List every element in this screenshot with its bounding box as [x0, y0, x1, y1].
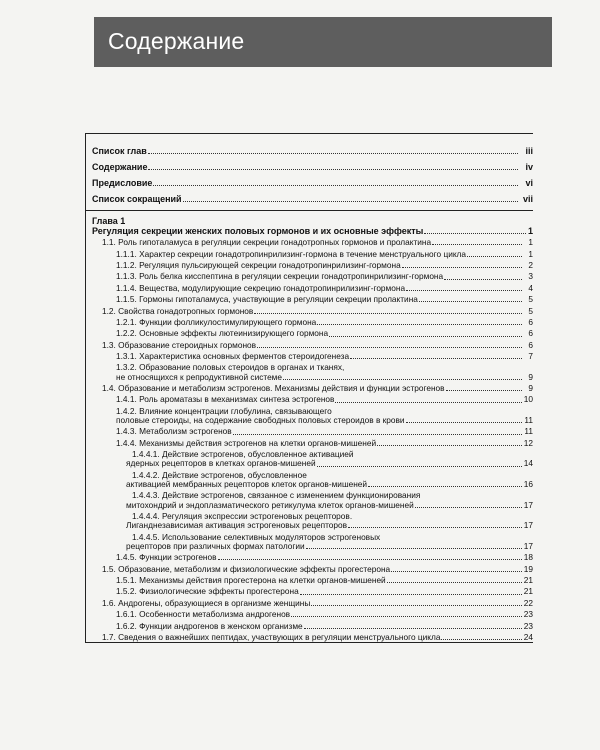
toc-entry[interactable] [86, 633, 533, 642]
toc-entry[interactable] [86, 587, 533, 596]
toc-entry-page: 1 [528, 248, 533, 259]
toc-entry-title: 1.3. Образование стероидных гормонов [102, 339, 257, 350]
toc-entry[interactable] [86, 407, 533, 425]
dot-leader [317, 466, 522, 467]
dot-leader [306, 548, 522, 549]
toc-entry-title: 1.2.2. Основные эффекты лютеинизирующего гормона [116, 328, 329, 339]
chapter-label: Глава 1 [92, 216, 126, 226]
toc-entry-title: 1.1.4. Вещества, модулирующие секрецию гонадотропинрилизинг-гормона [116, 282, 406, 293]
toc-entry-title: 1.4. Образование и метаболизм эстрогенов. Механизмы действия и функции эстрогенов [102, 383, 445, 394]
toc-entry-page: 21 [523, 586, 533, 597]
toc-entry[interactable] [86, 363, 533, 381]
toc-entry-title: ядерных рецепторов в клетках органов-мишеней [126, 458, 316, 469]
toc-entry-title: 1.5. Образование, метаболизм и физиологические эффекты прогестерона [102, 563, 391, 574]
toc-entry-page: 10 [523, 394, 533, 405]
dot-leader [446, 390, 522, 391]
toc-entry[interactable] [86, 471, 533, 489]
dot-leader [391, 571, 522, 572]
page-title: Содержание [108, 28, 245, 54]
dot-leader [350, 358, 522, 359]
toc-entry-title: 1.4.4.5. Использование селективных модуляторов эстрогеновых [132, 531, 381, 542]
toc-entry[interactable] [86, 491, 533, 509]
toc-entry[interactable] [86, 395, 533, 404]
dot-leader [402, 267, 522, 268]
toc-entry[interactable] [86, 295, 533, 304]
toc-entry-title: 1.2. Свойства гонадотропных гормонов [102, 305, 254, 316]
toc-entry-page: 17 [523, 520, 533, 531]
toc-entry-title: рецепторов при различных формах патологии [126, 540, 305, 551]
toc-entry[interactable] [86, 565, 533, 574]
toc-entry-title: 1.3.1. Характеристика основных ферментов стероидогенеза [116, 351, 350, 362]
toc-entry-title: не относящихся к репродуктивной системе [116, 371, 282, 382]
dot-leader [335, 402, 522, 403]
toc-entry-title: 1.1.2. Регуляция пульсирующей секреции гонадотропинрилизинг-гормона [116, 259, 401, 270]
toc-entry-title: 1.6.2. Функции андрогенов в женском организме [116, 620, 303, 631]
dot-leader [415, 507, 522, 508]
dot-leader [218, 559, 522, 560]
dot-leader [304, 628, 522, 629]
front-matter-list [86, 138, 533, 211]
toc-entry[interactable] [86, 352, 533, 361]
toc-entry[interactable] [86, 553, 533, 562]
chapter-entries [86, 238, 533, 642]
toc-entry-page: 23 [523, 609, 533, 620]
toc-entry-title: 1.4.5. Функции эстрогенов [116, 552, 217, 563]
toc-entry[interactable] [86, 238, 533, 247]
toc-entry[interactable] [86, 439, 533, 448]
toc-entry-page: 6 [528, 328, 533, 339]
toc-entry-title: 1.4.4. Механизмы действия эстрогенов на клетки органов-мишеней [116, 437, 377, 448]
dot-leader [254, 313, 522, 314]
dot-leader [387, 582, 522, 583]
toc-entry-title: Лиганднезависимая активация эстрогеновых рецепторов [126, 520, 348, 531]
toc-entry-page: 1 [528, 237, 533, 248]
toc-entry[interactable] [86, 512, 533, 530]
dot-leader [233, 434, 522, 435]
dot-leader [257, 347, 522, 348]
toc-entry-page: 22 [523, 597, 533, 608]
toc-entry-page: 11 [524, 426, 533, 437]
section-header-bar [94, 17, 552, 67]
dot-leader [368, 486, 522, 487]
dot-leader [317, 324, 522, 325]
toc-entry-chapter-title[interactable]: Регуляция секреции женских половых гормонов и их основные эффекты 1 [92, 226, 533, 236]
toc-entry-title: митохондрий и эндоплазматического ретикулума клеток органов-мишеней [126, 499, 414, 510]
toc-entry[interactable] [86, 329, 533, 338]
table-of-contents [85, 133, 533, 643]
toc-entry-page: 14 [523, 458, 533, 469]
dot-leader [283, 379, 522, 380]
toc-entry-page: 4 [528, 282, 533, 293]
toc-entry-title: 1.4.4.1. Действие эстрогенов, обусловленное активацией [132, 449, 354, 460]
toc-entry[interactable] [86, 610, 533, 619]
toc-entry[interactable] [86, 284, 533, 293]
dot-leader [419, 301, 522, 302]
toc-entry-page: 24 [523, 631, 533, 642]
toc-entry-page: 6 [528, 316, 533, 327]
toc-entry-page: 12 [523, 437, 533, 448]
toc-entry-title: 1.4.3. Метаболизм эстрогенов [116, 426, 232, 437]
toc-entry-chapters-list[interactable]: Список глав iii [92, 146, 533, 156]
toc-entry-title: 1.5.2. Физиологические эффекты прогестерона [116, 586, 299, 597]
toc-entry-title: 1.4.2. Влияние концентрации глобулина, связывающего [116, 405, 332, 416]
toc-entry-page: 18 [523, 552, 533, 563]
toc-entry-page: 19 [523, 563, 533, 574]
toc-entry-page: 9 [528, 383, 533, 394]
toc-entry[interactable] [86, 450, 533, 468]
toc-entry-page: 16 [523, 479, 533, 490]
toc-entry-title: 1.6.1. Особенности метаболизма андрогенов [116, 609, 291, 620]
dot-leader [406, 290, 522, 291]
toc-entry-title: 1.7. Сведения о важнейших пептидах, участвующих в регуляции менструального цикла [102, 631, 441, 642]
toc-entry[interactable] [86, 307, 533, 316]
toc-entry-page: 6 [528, 339, 533, 350]
toc-entry[interactable] [86, 318, 533, 327]
toc-entry-title: 1.4.4.3. Действие эстрогенов, связанное с изменением функционирования [132, 490, 421, 501]
toc-entry-title: активацией мембранных рецепторов клеток органов-мишеней [126, 479, 368, 490]
dot-leader [467, 256, 522, 257]
toc-entry-title: 1.1.1. Характер секреции гонадотропинрилизинг-гормона в течение менструального цикла [116, 248, 467, 259]
toc-entry[interactable] [86, 384, 533, 393]
toc-entry-title: половые стероиды, на содержание свободных половых стероидов в крови [116, 415, 405, 426]
toc-entry-page: 17 [523, 540, 533, 551]
dot-leader [377, 445, 522, 446]
toc-entry[interactable] [86, 533, 533, 551]
toc-entry-preface[interactable]: Предисловие vi [92, 178, 533, 188]
toc-entry[interactable] [86, 576, 533, 585]
toc-entry-title: 1.3.2. Образование половых стероидов в органах и тканях, [116, 362, 345, 373]
dot-leader [311, 605, 522, 606]
toc-entry-page: 21 [523, 574, 533, 585]
dot-leader [329, 336, 522, 337]
toc-entry-page: 2 [528, 259, 533, 270]
toc-entry[interactable] [86, 427, 533, 436]
toc-entry[interactable] [86, 250, 533, 259]
toc-entry-page: 5 [528, 305, 533, 316]
toc-entry-title: 1.1.5. Гормоны гипоталамуса, участвующие в регуляции секреции пролактина [116, 294, 418, 305]
toc-entry-title: 1.4.4.2. Действие эстрогенов, обусловленное [132, 469, 307, 480]
toc-entry-title: 1.4.1. Роль ароматазы в механизмах синтеза эстрогенов [116, 394, 335, 405]
dot-leader [348, 527, 522, 528]
dot-leader [406, 422, 522, 423]
toc-entry-page: 17 [523, 499, 533, 510]
toc-entry-page: 11 [524, 415, 533, 426]
dot-leader [291, 616, 522, 617]
toc-entry-title: 1.2.1. Функции фолликулостимулирующего гормона [116, 316, 317, 327]
toc-entry[interactable] [86, 261, 533, 270]
toc-entry-title: 1.1. Роль гипоталамуса в регуляции секреции гонадотропных гормонов и пролактина [102, 237, 432, 248]
toc-entry[interactable] [86, 272, 533, 281]
toc-entry-page: 23 [523, 620, 533, 631]
toc-entry-page: 9 [528, 371, 533, 382]
toc-entry[interactable] [86, 622, 533, 631]
toc-entry-page: 7 [528, 351, 533, 362]
toc-entry-title: 1.5.1. Механизмы действия прогестерона на клетки органов-мишеней [116, 574, 386, 585]
dot-leader [444, 279, 522, 280]
toc-entry-page: 3 [528, 271, 533, 282]
toc-entry-page: 5 [528, 294, 533, 305]
dot-leader [441, 639, 522, 640]
toc-entry-title: 1.4.4.4. Регуляция экспрессии эстрогеновых рецепторов. [132, 511, 353, 522]
toc-entry-title: 1.1.3. Роль белка кисспептина в регуляции секреции гонадотропинрилизинг-гормона [116, 271, 444, 282]
dot-leader [432, 244, 522, 245]
toc-entry-contents[interactable]: Содержание iv [92, 162, 533, 172]
toc-entry-title: 1.6. Андрогены, образующиеся в организме женщины [102, 597, 311, 608]
toc-entry[interactable] [86, 341, 533, 350]
toc-entry[interactable] [86, 599, 533, 608]
dot-leader [300, 594, 522, 595]
toc-entry-abbreviations[interactable]: Список сокращений vii [92, 194, 533, 204]
